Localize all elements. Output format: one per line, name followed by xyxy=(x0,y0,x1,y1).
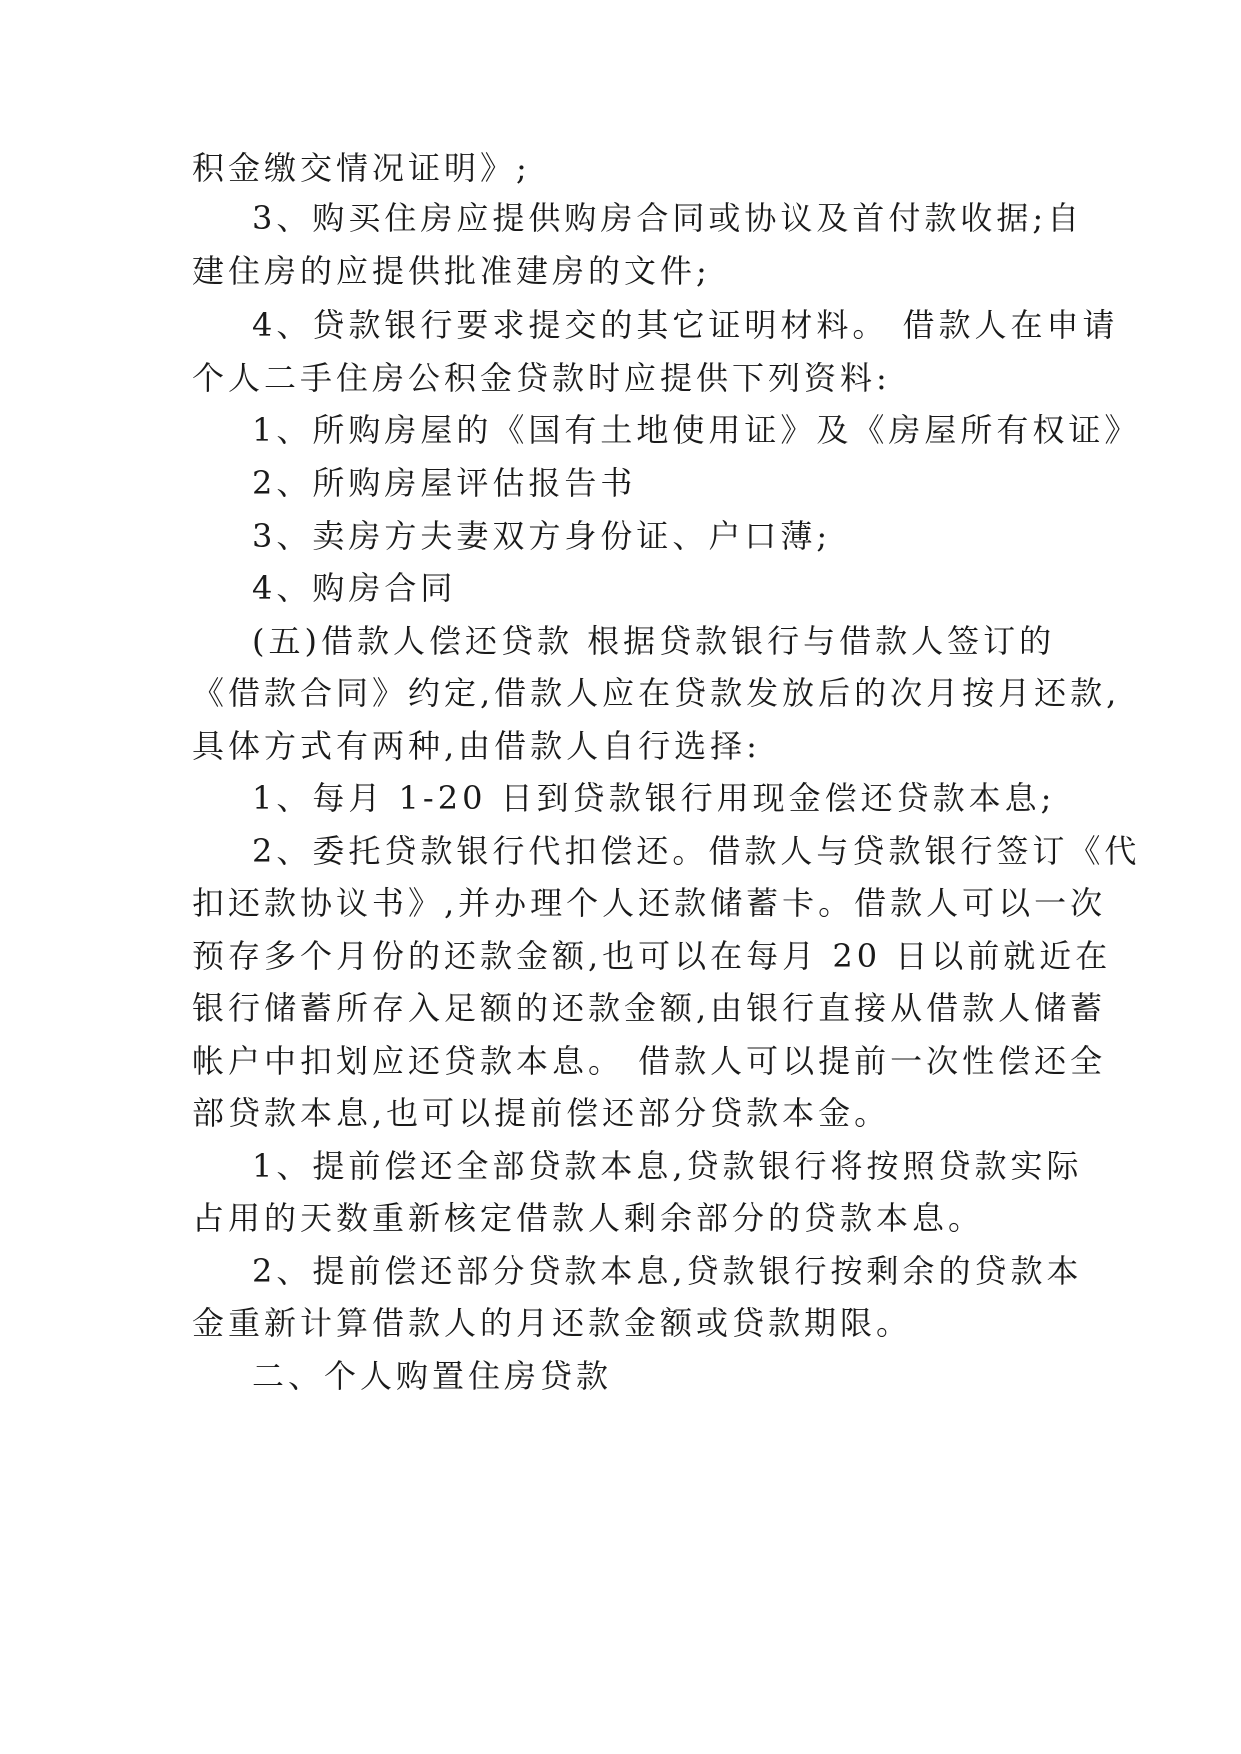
text-line: 扣还款协议书》,并办理个人还款储蓄卡。借款人可以一次 xyxy=(192,884,1107,922)
text-line: 帐户中扣划应还贷款本息。 借款人可以提前一次性偿还全 xyxy=(192,1042,1107,1080)
text-line: 预存多个月份的还款金额,也可以在每月 20 日以前就近在 xyxy=(192,937,1112,975)
text-line: 1、每月 1-20 日到贷款银行用现金偿还贷款本息; xyxy=(252,779,1056,817)
text-line: 银行储蓄所存入足额的还款金额,由银行直接从借款人储蓄 xyxy=(192,989,1107,1027)
section-heading: 二、个人购置住房贷款 xyxy=(252,1357,613,1395)
text-line: 个人二手住房公积金贷款时应提供下列资料: xyxy=(192,359,891,397)
text-line: 金重新计算借款人的月还款金额或贷款期限。 xyxy=(192,1304,913,1342)
text-line: 具体方式有两种,由借款人自行选择: xyxy=(192,727,761,765)
text-line: 2、提前偿还部分贷款本息,贷款银行按剩余的贷款本 xyxy=(252,1252,1083,1290)
text-line: 积金缴交情况证明》; xyxy=(192,149,531,187)
text-line: 2、委托贷款银行代扣偿还。借款人与贷款银行签订《代 xyxy=(252,832,1141,870)
text-line: 4、贷款银行要求提交的其它证明材料。 借款人在申请 xyxy=(252,306,1119,344)
text-line: 部贷款本息,也可以提前偿还部分贷款本金。 xyxy=(192,1094,891,1132)
text-line: 1、提前偿还全部贷款本息,贷款银行将按照贷款实际 xyxy=(252,1147,1083,1185)
text-line: 2、所购房屋评估报告书 xyxy=(252,464,637,502)
text-line: 1、所购房屋的《国有土地使用证》及《房屋所有权证》 xyxy=(252,411,1141,449)
text-line: 占用的天数重新核定借款人剩余部分的贷款本息。 xyxy=(192,1199,985,1237)
text-line: 建住房的应提供批准建房的文件; xyxy=(192,252,711,290)
text-line: 4、购房合同 xyxy=(252,569,457,607)
text-line: 《借款合同》约定,借款人应在贷款发放后的次月按月还款, xyxy=(192,674,1121,712)
text-line: 3、购买住房应提供购房合同或协议及首付款收据;自 xyxy=(252,199,1084,237)
text-line: 3、卖房方夫妻双方身份证、户口薄; xyxy=(252,517,832,555)
text-line: (五)借款人偿还贷款 根据贷款银行与借款人签订的 xyxy=(252,622,1056,660)
